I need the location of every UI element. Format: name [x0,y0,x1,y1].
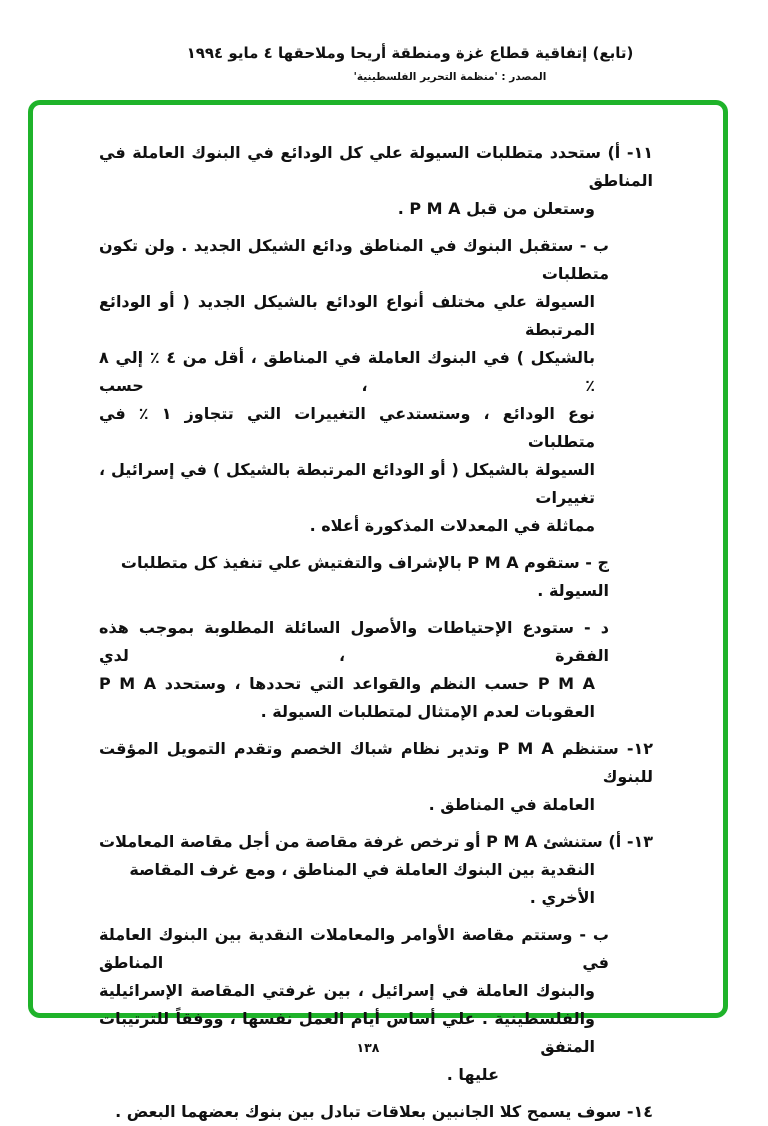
text-line: د - ستودع الإحتياطات والأصول السائلة المطلوبة بموجب هذه الفقرة ، لدي [99,618,609,665]
paragraph-13b [99,921,609,1089]
document-body [33,105,723,1126]
text-line: نوع الودائع ، وستستدعي التغييرات التي تتجاوز ١ ٪ في متطلبات [99,404,595,451]
paragraph-13a [99,828,653,912]
text-line: العقوبات لعدم الإمتثال لمتطلبات السيولة . [260,702,595,721]
text-line: ١٣- أ) ستنشئ P M A أو ترخص غرفة مقاصة من أجل مقاصة المعاملات [99,832,654,851]
paragraph-11c [99,549,609,605]
paragraph-11a [99,139,653,223]
text-line: ١٢- ستنظم P M A وتدير نظام شباك الخصم وتقدم التمويل المؤقت للبنوك [99,739,654,786]
text-line: ب - وستتم مقاصة الأوامر والمعاملات النقدية بين البنوك العاملة في المناطق [99,925,609,972]
paragraph-12 [99,735,653,819]
text-line: السيولة علي مختلف أنواع الودائع بالشيكل الجديد ( أو الودائع المرتبطة [99,292,595,339]
text-line: وستعلن من قبل P M A . [397,199,595,218]
text-line: والفلسطينية . علي أساس أيام العمل نفسها ، ووفقاً للترتيبات المتفق [99,1009,595,1056]
text-line: ١٤- سوف يسمح كلا الجانبين بعلاقات تبادل بين بنوك بعضهما البعض . [115,1102,653,1121]
document-title: (تابع) إتفاقية قطاع غزة ومنطقة أريحا وملاحقها ٤ مايو ١٩٩٤ [186,44,634,62]
text-line: ب - ستقبل البنوك في المناطق ودائع الشيكل الجديد . ولن تكون متطلبات [99,236,609,283]
text-line: مماثلة في المعدلات المذكورة أعلاه . [309,516,595,535]
page-number: ١٣٨ [356,1040,380,1055]
text-line: ج - ستقوم P M A بالإشراف والتفتيش علي تنفيذ كل متطلبات السيولة . [120,553,609,600]
text-line: P M A حسب النظم والقواعد التي تحددها ، وستحدد P M A [99,674,596,693]
paragraph-14 [99,1098,653,1126]
text-line: النقدية بين البنوك العاملة في المناطق ، ومع غرف المقاصة الأخري . [129,860,595,907]
text-line: بالشيكل ) في البنوك العاملة في المناطق ، أقل من ٤ ٪ إلي ٨ ٪ ، حسب [99,348,596,395]
text-line: ١١- أ) ستحدد متطلبات السيولة علي كل الودائع في البنوك العاملة في المناطق [99,143,653,190]
paragraph-11d [99,614,609,726]
document-source: المصدر : 'منظمة التحرير الفلسطينية' [353,71,547,83]
paragraph-11b [99,232,609,540]
text-line: والبنوك العاملة في إسرائيل ، بين غرفتي المقاصة الإسرائيلية [99,981,595,1000]
text-line: العاملة في المناطق . [428,795,595,814]
text-line: السيولة بالشيكل ( أو الودائع المرتبطة بالشيكل ) في إسرائيل ، تغييرات [99,460,595,507]
text-line: عليها . [446,1065,499,1084]
